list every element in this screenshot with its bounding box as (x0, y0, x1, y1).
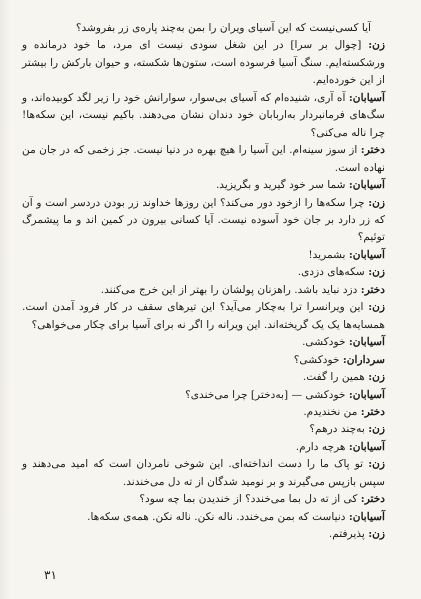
speaker-name: زن: (368, 266, 385, 279)
dialogue-paragraph (22, 352, 385, 369)
dialogue-paragraph (22, 282, 385, 299)
dialogue-paragraph (22, 247, 385, 264)
dialogue-paragraph (22, 404, 385, 421)
speaker-name: دختر: (360, 144, 385, 157)
dialogue-paragraph (22, 142, 385, 177)
dialogue-paragraph (22, 387, 385, 404)
dialogue-text: شما سر خود گیرید و بگریزید. (215, 179, 346, 192)
dialogue-text: خودکشی. (302, 336, 346, 349)
speaker-name: سرداران: (342, 353, 385, 366)
dialogue-paragraph (22, 20, 385, 37)
speaker-name: آسیابان: (348, 179, 385, 192)
speaker-name: دختر: (360, 283, 385, 296)
dialogue-text: [چوال بر سرا] در این شغل سودی نیست ای مرد، ما خود درمانده و ورشکسته‌ایم. سنگ آسیا فرسوده است، ستون‌ها شکسته، و حیوان بارکش را بیشتر از این خورده‌ایم. (22, 39, 385, 87)
dialogue-text: آیا کسی‌نیست که این آسیای ویران را بمن به‌چند پاره‌ی زر بفروشد؟ (75, 22, 371, 34)
dialogue-paragraph (22, 439, 385, 456)
page-text-body (22, 20, 385, 544)
speaker-name: زن: (368, 458, 386, 471)
dialogue-text: هرچه دارم. (295, 440, 346, 453)
speaker-name: آسیابان: (348, 440, 385, 453)
page-number: ۳۱ (44, 568, 57, 582)
dialogue-text: خودکشی — [به‌دختر] چرا می‌خندی؟ (185, 388, 346, 401)
dialogue-text: به‌چند درهم؟ (309, 423, 365, 436)
dialogue-text: چرا سکه‌ها را ازخود دور می‌کند؟ این روزها خداوند زر بودن دردسر است و آن که زر دارد بر جان خود آسوده نیست. آیا کسانی بیرون در کمین اند و ما پیشمرگ توئیم؟ (22, 196, 385, 244)
speaker-name: دختر: (360, 493, 385, 506)
dialogue-text: دزد نباید باشد. راهزنان پولشان را بهتر از این خرج می‌کنند. (100, 283, 358, 296)
dialogue-paragraph (22, 526, 385, 543)
dialogue-paragraph (22, 90, 385, 142)
dialogue-text: من نخندیدم. (303, 405, 358, 418)
dialogue-paragraph (22, 334, 385, 351)
dialogue-text: سکه‌های دزدی. (297, 266, 365, 279)
dialogue-text: آه آری، شنیده‌ام که آسیای بی‌سوار، سوارانش خود را زیر لگد کوبیده‌اند، و سگ‌های فرمانبردار به‌اربابان خود دندان نشان می‌دهند. باکیم نیست، این سکه‌ها! چرا ناله می‌کنی؟ (22, 91, 385, 139)
dialogue-paragraph (22, 369, 385, 386)
speaker-name: آسیابان: (348, 510, 385, 523)
dialogue-paragraph (22, 456, 385, 491)
dialogue-paragraph (22, 421, 385, 438)
speaker-name: زن: (368, 39, 386, 52)
dialogue-paragraph (22, 37, 385, 89)
speaker-name: زن: (368, 301, 385, 314)
dialogue-paragraph (22, 509, 385, 526)
speaker-name: آسیابان: (348, 248, 385, 261)
dialogue-text: از سوز سینه‌ام. این آسیا را هیچ بهره در دنیا نیست. جز زخمی که در جان من نهاده است. (22, 144, 385, 174)
dialogue-paragraph (22, 491, 385, 508)
dialogue-paragraph (22, 264, 385, 281)
speaker-name: زن: (368, 423, 385, 436)
speaker-name: آسیابان: (348, 336, 385, 349)
dialogue-text: بشمرید! (308, 248, 346, 261)
dialogue-text: این ویرانسرا ترا به‌چکار می‌آید؟ این تیرهای سقف در کار فرود آمدن است. همسایه‌ها یک یک گریخته‌اند. این ویرانه را اگر نه برای آسیا برای چکار می‌خواهی؟ (22, 301, 385, 331)
speaker-name: آسیابان: (348, 91, 385, 104)
dialogue-paragraph (22, 177, 385, 194)
dialogue-text: تو پاک ما را دست انداخته‌ای. این شوخی نامردان است که امید می‌دهند و سپس بازپس می‌گیرند و بر نومید شدگان از ته دل می‌خندند. (22, 458, 385, 488)
dialogue-text: پذیرفتم. (328, 528, 365, 541)
speaker-name: آسیابان: (348, 388, 385, 401)
dialogue-text: همین را گفت. (302, 371, 365, 384)
dialogue-text: کی از ته دل بما می‌خندد؟ از خندیدن بما چه سود؟ (139, 493, 358, 506)
speaker-name: زن: (368, 528, 385, 541)
dialogue-text: دنیاست که بمن می‌خندد. ناله نکن. ناله نکن. همه‌ی سکه‌ها. (87, 510, 346, 523)
dialogue-paragraph (22, 195, 385, 247)
speaker-name: زن: (368, 196, 385, 209)
dialogue-text: خودکشی؟ (293, 353, 340, 366)
dialogue-paragraph (22, 299, 385, 334)
speaker-name: زن: (368, 371, 385, 384)
speaker-name: دختر: (360, 405, 385, 418)
